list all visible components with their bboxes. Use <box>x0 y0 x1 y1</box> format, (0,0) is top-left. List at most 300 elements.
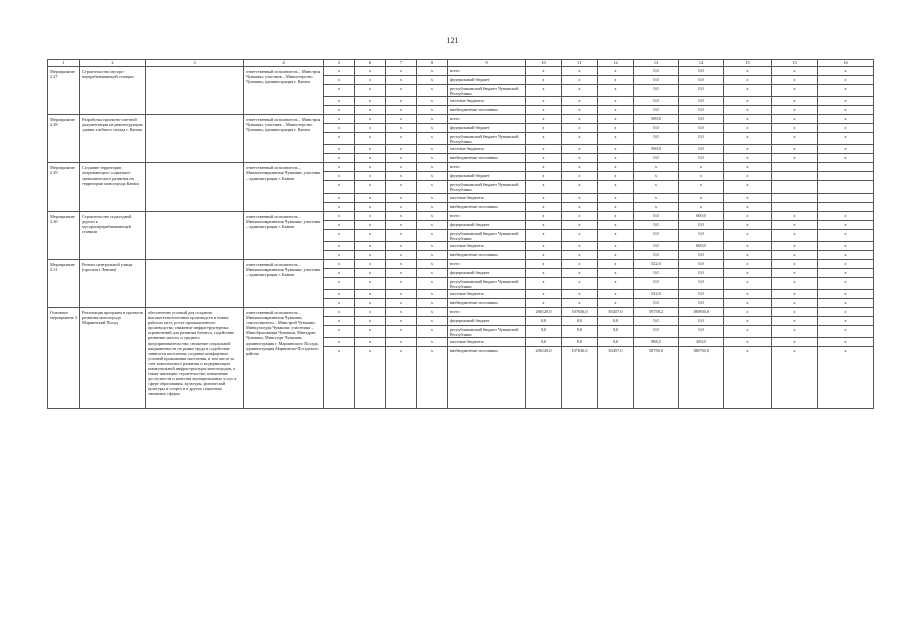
value-cell <box>772 172 818 181</box>
value-cell: x <box>526 124 562 133</box>
code-cell: x <box>324 259 355 268</box>
value-cell: x <box>526 241 562 250</box>
value-cell: 83457,0 <box>598 347 634 409</box>
value-cell: x <box>526 163 562 172</box>
column-number-cell: 3 <box>146 60 244 67</box>
source-cell: федеральный бюджет <box>448 172 526 181</box>
value-cell: 200,0 <box>679 338 724 347</box>
source-cell: внебюджетные источники <box>448 298 526 307</box>
value-cell: x <box>598 229 634 241</box>
value-cell: 0,0 <box>634 250 679 259</box>
value-cell: x <box>724 181 772 193</box>
code-cell: x <box>324 289 355 298</box>
value-cell: 0,0 <box>679 298 724 307</box>
value-cell: 0,0 <box>679 154 724 163</box>
value-cell: x <box>772 133 818 145</box>
value-cell: x <box>772 211 818 220</box>
code-cell: x <box>386 163 417 172</box>
row-executor-cell: ответственный исполнитель – Минэкономразвития Чувашии; участник – администрация г. Канаш <box>244 211 324 259</box>
value-cell: 0,0 <box>634 85 679 97</box>
value-cell: 83457,0 <box>598 307 634 316</box>
value-cell <box>818 163 874 172</box>
value-cell: 600,0 <box>679 241 724 250</box>
value-cell: x <box>598 124 634 133</box>
value-cell: x <box>598 133 634 145</box>
source-cell: внебюджетные источники <box>448 106 526 115</box>
value-cell: x <box>818 325 874 337</box>
column-number-cell: 15 <box>724 60 772 67</box>
value-cell: 0,0 <box>679 277 724 289</box>
value-cell: x <box>598 172 634 181</box>
value-cell: x <box>598 181 634 193</box>
source-cell: всего <box>448 211 526 220</box>
value-cell: x <box>526 202 562 211</box>
value-cell: x <box>724 115 772 124</box>
value-cell: 0,0 <box>679 325 724 337</box>
value-cell: 0,0 <box>634 316 679 325</box>
code-cell: x <box>355 307 386 316</box>
source-cell: всего <box>448 307 526 316</box>
value-cell: x <box>598 211 634 220</box>
code-cell: x <box>355 250 386 259</box>
code-cell: x <box>417 163 448 172</box>
code-cell: x <box>386 115 417 124</box>
code-cell: x <box>324 133 355 145</box>
value-cell: x <box>818 289 874 298</box>
code-cell: x <box>324 154 355 163</box>
code-cell: x <box>324 67 355 76</box>
value-cell: 0,0 <box>526 325 562 337</box>
value-cell: x <box>526 97 562 106</box>
value-cell: 0,0 <box>634 220 679 229</box>
value-cell: x <box>772 154 818 163</box>
source-cell: внебюджетные источники <box>448 154 526 163</box>
value-cell: 0,0 <box>679 220 724 229</box>
row-name-cell: Создание территории опережающего социально-экономического развития на территории моногорода Канаш <box>80 163 146 211</box>
value-cell: x <box>772 124 818 133</box>
value-cell: x <box>772 229 818 241</box>
code-cell: x <box>324 76 355 85</box>
code-cell: x <box>386 154 417 163</box>
value-cell: x <box>598 163 634 172</box>
code-cell: x <box>417 268 448 277</box>
row-goal-cell <box>146 211 244 259</box>
source-cell: местные бюджеты <box>448 241 526 250</box>
column-number-cell: 9 <box>448 60 526 67</box>
value-cell: x <box>562 193 598 202</box>
source-cell: всего <box>448 259 526 268</box>
value-cell: 0,0 <box>679 76 724 85</box>
code-cell: x <box>355 338 386 347</box>
value-cell: x <box>526 289 562 298</box>
value-cell: x <box>818 241 874 250</box>
value-cell: x <box>772 241 818 250</box>
value-cell: x <box>526 211 562 220</box>
code-cell: x <box>355 124 386 133</box>
code-cell: x <box>324 124 355 133</box>
code-cell: x <box>324 181 355 193</box>
column-number-cell: 4 <box>244 60 324 67</box>
code-cell: x <box>324 347 355 409</box>
value-cell: x <box>724 316 772 325</box>
value-cell: x <box>562 115 598 124</box>
column-number-row <box>48 60 874 67</box>
value-cell: x <box>598 289 634 298</box>
code-cell: x <box>417 298 448 307</box>
value-cell: x <box>818 124 874 133</box>
source-cell: местные бюджеты <box>448 97 526 106</box>
value-cell: x <box>772 250 818 259</box>
code-cell: x <box>386 67 417 76</box>
code-cell: x <box>386 193 417 202</box>
value-cell: x <box>562 97 598 106</box>
code-cell: x <box>417 289 448 298</box>
code-cell: x <box>355 193 386 202</box>
row-executor-cell: ответственный исполнитель – Минэкономразвития Чувашии; участник – администрация г. Канаш <box>244 163 324 211</box>
value-cell: x <box>634 193 679 202</box>
value-cell: x <box>772 307 818 316</box>
column-number-cell: 10 <box>526 60 562 67</box>
code-cell: x <box>417 241 448 250</box>
row-goal-cell: обеспечение условий для создания высокотехнологичных производств и новых рабочих мест, роста промышленного производства; снижение инфраструктурных ограничений для развития бизнеса, содействие развитию малого и среднего предпринимательства; снижение социальной напряженности на рынке труда и содействие занятости населения; создание комфортных условий проживания населения, в том числе за счет комплексного развития и модернизации коммунальной инфраструктуры моногородов, а также жилищно-строительства; повышение доступности и качества муниципальных услуг в сфере образования, культуры, физической культуры и спорта и в других социально значимых сферах <box>146 307 244 408</box>
value-cell: x <box>818 220 874 229</box>
value-cell: x <box>818 67 874 76</box>
source-cell: всего <box>448 163 526 172</box>
source-cell: внебюджетные источники <box>448 202 526 211</box>
value-cell: x <box>724 154 772 163</box>
value-cell: 500,0 <box>634 115 679 124</box>
value-cell: 0,0 <box>634 298 679 307</box>
source-cell: федеральный бюджет <box>448 220 526 229</box>
code-cell: x <box>417 115 448 124</box>
value-cell: x <box>724 220 772 229</box>
row-goal-cell <box>146 259 244 307</box>
value-cell: 0,0 <box>598 325 634 337</box>
code-cell: x <box>355 268 386 277</box>
value-cell: 0,0 <box>562 338 598 347</box>
value-cell: 0,0 <box>634 229 679 241</box>
value-cell: 0,0 <box>679 259 724 268</box>
code-cell: x <box>355 325 386 337</box>
value-cell: 0,0 <box>679 145 724 154</box>
source-cell: местные бюджеты <box>448 289 526 298</box>
code-cell: x <box>355 172 386 181</box>
code-cell: x <box>324 115 355 124</box>
code-cell: x <box>355 85 386 97</box>
value-cell: x <box>562 250 598 259</box>
value-cell: x <box>724 124 772 133</box>
value-cell: x <box>526 298 562 307</box>
source-cell: федеральный бюджет <box>448 316 526 325</box>
value-cell: x <box>634 163 679 172</box>
value-cell: 180750,0 <box>679 347 724 409</box>
value-cell: x <box>818 85 874 97</box>
program-table <box>47 59 874 409</box>
source-cell: внебюджетные источники <box>448 250 526 259</box>
row-code-cell: Мероприятие 2.29 <box>48 163 80 211</box>
value-cell: 0,0 <box>562 316 598 325</box>
value-cell: x <box>562 163 598 172</box>
code-cell: x <box>417 181 448 193</box>
code-cell: x <box>417 193 448 202</box>
value-cell: x <box>724 241 772 250</box>
value-cell: x <box>818 229 874 241</box>
value-cell: 0,0 <box>526 338 562 347</box>
row-name-cell: Реализация программ и проектов развития моногорода Мариинский Посад <box>80 307 146 408</box>
source-cell: всего <box>448 115 526 124</box>
value-cell: x <box>526 268 562 277</box>
program-table-wrapper <box>47 59 873 409</box>
source-cell: республиканский бюджет Чувашской Республики <box>448 277 526 289</box>
value-cell: x <box>598 193 634 202</box>
value-cell: 0,0 <box>634 154 679 163</box>
value-cell: 0,0 <box>598 316 634 325</box>
value-cell: x <box>818 298 874 307</box>
value-cell: x <box>772 145 818 154</box>
value-cell: x <box>724 277 772 289</box>
code-cell: x <box>417 259 448 268</box>
code-cell: x <box>355 316 386 325</box>
source-cell: республиканский бюджет Чувашской Республики <box>448 325 526 337</box>
value-cell: x <box>598 250 634 259</box>
value-cell: x <box>562 241 598 250</box>
value-cell: x <box>818 347 874 409</box>
value-cell: 0,0 <box>634 106 679 115</box>
source-cell: республиканский бюджет Чувашской Республики <box>448 133 526 145</box>
value-cell: x <box>526 229 562 241</box>
value-cell: 0,0 <box>679 268 724 277</box>
table-row <box>48 259 874 268</box>
value-cell: x <box>772 289 818 298</box>
value-cell: x <box>598 202 634 211</box>
source-cell: местные бюджеты <box>448 145 526 154</box>
code-cell: x <box>386 241 417 250</box>
value-cell: x <box>818 133 874 145</box>
code-cell: x <box>355 97 386 106</box>
source-cell: республиканский бюджет Чувашской Республики <box>448 229 526 241</box>
source-cell: внебюджетные источники <box>448 347 526 409</box>
column-number-cell: 8 <box>417 60 448 67</box>
table-body <box>48 60 874 409</box>
value-cell: x <box>724 106 772 115</box>
column-number-cell: 16 <box>818 60 874 67</box>
code-cell: x <box>386 124 417 133</box>
code-cell: x <box>324 298 355 307</box>
code-cell: x <box>386 106 417 115</box>
code-cell: x <box>324 307 355 316</box>
code-cell: x <box>324 338 355 347</box>
code-cell: x <box>355 277 386 289</box>
source-cell: федеральный бюджет <box>448 268 526 277</box>
code-cell: x <box>386 97 417 106</box>
code-cell: x <box>417 229 448 241</box>
value-cell: x <box>634 202 679 211</box>
value-cell <box>772 181 818 193</box>
value-cell: x <box>562 289 598 298</box>
value-cell: x <box>679 193 724 202</box>
code-cell: x <box>355 133 386 145</box>
row-code-cell: Мероприятие 2.30 <box>48 211 80 259</box>
value-cell: x <box>724 298 772 307</box>
row-executor-cell: ответственный исполнитель – Минэкономразвития Чувашии; участник – администрация г. Канаш <box>244 259 324 307</box>
code-cell: x <box>355 259 386 268</box>
value-cell <box>818 172 874 181</box>
value-cell: x <box>772 316 818 325</box>
value-cell: x <box>818 250 874 259</box>
column-number-cell: 1 <box>48 60 80 67</box>
value-cell: x <box>772 259 818 268</box>
code-cell: x <box>386 298 417 307</box>
code-cell: x <box>386 268 417 277</box>
value-cell: x <box>562 268 598 277</box>
value-cell: x <box>772 277 818 289</box>
code-cell: x <box>355 347 386 409</box>
value-cell: x <box>772 76 818 85</box>
column-number-cell: 14 <box>679 60 724 67</box>
value-cell: x <box>772 115 818 124</box>
code-cell: x <box>355 106 386 115</box>
value-cell: 0,0 <box>634 97 679 106</box>
source-cell: местные бюджеты <box>448 193 526 202</box>
value-cell: x <box>562 220 598 229</box>
value-cell: x <box>526 106 562 115</box>
source-cell: республиканский бюджет Чувашской Республики <box>448 85 526 97</box>
value-cell: x <box>724 259 772 268</box>
code-cell: x <box>386 289 417 298</box>
value-cell: x <box>818 277 874 289</box>
value-cell: x <box>634 172 679 181</box>
value-cell: x <box>562 124 598 133</box>
value-cell: x <box>526 154 562 163</box>
code-cell: x <box>324 229 355 241</box>
value-cell: x <box>598 220 634 229</box>
value-cell: x <box>772 67 818 76</box>
code-cell: x <box>417 85 448 97</box>
code-cell: x <box>417 307 448 316</box>
value-cell: x <box>562 211 598 220</box>
row-code-cell: Мероприятие 2.27 <box>48 67 80 115</box>
code-cell: x <box>324 211 355 220</box>
code-cell: x <box>386 277 417 289</box>
code-cell: x <box>417 145 448 154</box>
value-cell: 206120,0 <box>526 307 562 316</box>
value-cell: 0,0 <box>679 85 724 97</box>
code-cell: x <box>417 347 448 409</box>
code-cell: x <box>324 277 355 289</box>
source-cell: местные бюджеты <box>448 338 526 347</box>
code-cell: x <box>417 154 448 163</box>
code-cell: x <box>417 124 448 133</box>
row-executor-cell: ответственный исполнитель – Минстроя Чувашии; участник – Министерство Чувашии, администрация г. Канаш <box>244 67 324 115</box>
code-cell: x <box>386 259 417 268</box>
code-cell: x <box>417 211 448 220</box>
column-number-cell: 2 <box>80 60 146 67</box>
value-cell: x <box>724 67 772 76</box>
code-cell: x <box>355 298 386 307</box>
value-cell: x <box>562 85 598 97</box>
value-cell: x <box>772 268 818 277</box>
code-cell: x <box>324 193 355 202</box>
value-cell: 0,0 <box>634 268 679 277</box>
value-cell: 500,0 <box>634 145 679 154</box>
value-cell: x <box>526 172 562 181</box>
code-cell: x <box>324 145 355 154</box>
value-cell: x <box>724 172 772 181</box>
code-cell: x <box>324 325 355 337</box>
value-cell <box>772 193 818 202</box>
value-cell: 0,0 <box>679 133 724 145</box>
value-cell: 107636,0 <box>562 307 598 316</box>
value-cell: 107636,0 <box>562 347 598 409</box>
value-cell: 0,0 <box>679 229 724 241</box>
value-cell: x <box>679 163 724 172</box>
code-cell: x <box>355 76 386 85</box>
value-cell: x <box>724 289 772 298</box>
code-cell: x <box>417 338 448 347</box>
code-cell: x <box>386 338 417 347</box>
value-cell: x <box>526 277 562 289</box>
value-cell: x <box>598 259 634 268</box>
value-cell: x <box>526 67 562 76</box>
value-cell: 0,0 <box>679 106 724 115</box>
value-cell: x <box>598 145 634 154</box>
value-cell: x <box>634 181 679 193</box>
value-cell <box>818 202 874 211</box>
value-cell: x <box>724 85 772 97</box>
value-cell: x <box>562 229 598 241</box>
value-cell: x <box>724 211 772 220</box>
value-cell: 0,0 <box>679 316 724 325</box>
value-cell: x <box>562 181 598 193</box>
value-cell: x <box>818 211 874 220</box>
value-cell: 0,0 <box>679 250 724 259</box>
row-code-cell: Мероприятие 2.28 <box>48 115 80 163</box>
value-cell: 522,0 <box>634 259 679 268</box>
value-cell: x <box>724 145 772 154</box>
row-goal-cell <box>146 115 244 163</box>
row-name-cell: Ремонт центральной улицы (проспект Ленина) <box>80 259 146 307</box>
value-cell: x <box>598 85 634 97</box>
value-cell: 522,0 <box>634 289 679 298</box>
value-cell <box>772 202 818 211</box>
code-cell: x <box>324 268 355 277</box>
code-cell: x <box>386 172 417 181</box>
code-cell: x <box>417 277 448 289</box>
value-cell: x <box>724 202 772 211</box>
code-cell: x <box>417 67 448 76</box>
value-cell: 0,0 <box>634 124 679 133</box>
value-cell: x <box>562 202 598 211</box>
value-cell: 0,0 <box>634 211 679 220</box>
value-cell: 180850,0 <box>679 307 724 316</box>
value-cell: x <box>679 202 724 211</box>
value-cell: x <box>526 76 562 85</box>
value-cell: 59758,2 <box>634 307 679 316</box>
value-cell: x <box>772 347 818 409</box>
code-cell: x <box>417 316 448 325</box>
code-cell: x <box>417 172 448 181</box>
value-cell: x <box>526 145 562 154</box>
code-cell: x <box>324 85 355 97</box>
row-goal-cell <box>146 163 244 211</box>
table-row <box>48 163 874 172</box>
value-cell <box>818 193 874 202</box>
row-executor-cell: ответственный исполнитель – Минэкономразвития Чувашии, соисполнители – Минстрой Чувашии, Минкультуры Чувашии, участники – Минобразования Чувашии, Минздрав Чувашии, Минспорт Чувашии, администрация г. Мариинского Посада, администрация Мариинско-Посадского района <box>244 307 324 408</box>
value-cell: 988,2 <box>634 338 679 347</box>
code-cell: x <box>386 211 417 220</box>
code-cell: x <box>386 250 417 259</box>
value-cell: x <box>598 76 634 85</box>
